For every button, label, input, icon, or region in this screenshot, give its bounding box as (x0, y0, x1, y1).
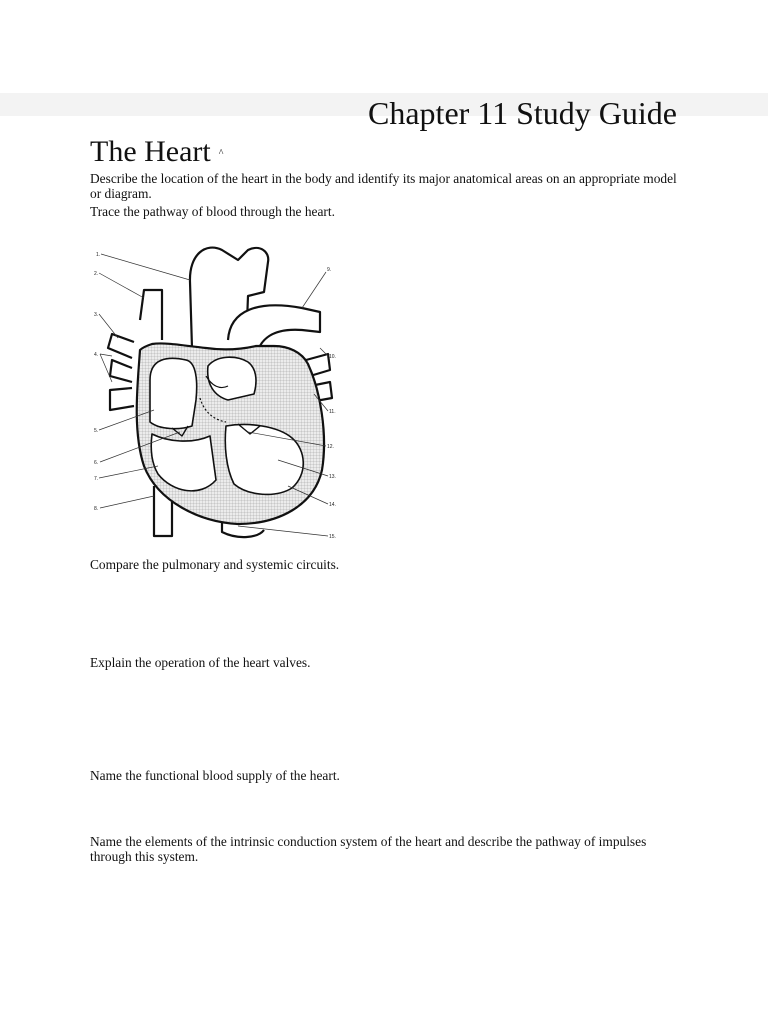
diagram-label: 9. (327, 267, 332, 273)
diagram-label: 14. (329, 502, 336, 508)
diagram-label: 7. (94, 476, 99, 482)
objective-compare-circuits: Compare the pulmonary and systemic circuits. (90, 557, 340, 572)
section-heading (90, 134, 223, 172)
diagram-label: 6. (94, 460, 99, 466)
diagram-label: 13. (329, 474, 336, 480)
diagram-label: 15. (329, 534, 336, 540)
diagram-label: 11. (329, 409, 336, 415)
diagram-label: 5. (94, 428, 99, 434)
diagram-label: 8. (94, 506, 99, 512)
objective-blood-supply: Name the functional blood supply of the heart. (90, 768, 340, 783)
caret-mark: ^ (218, 148, 224, 160)
document-title: Chapter 11 Study Guide (368, 95, 677, 131)
diagram-label: 3. (94, 312, 99, 318)
diagram-label: 1. (96, 252, 101, 258)
objective-conduction-system: Name the elements of the intrinsic conduction system of the heart and describe the pathway of impulses through this system. (90, 834, 647, 864)
objective-trace-pathway: Trace the pathway of blood through the heart. (90, 204, 335, 219)
diagram-label: 2. (94, 271, 99, 277)
objective-explain-valves: Explain the operation of the heart valves. (90, 655, 311, 670)
diagram-label: 12. (327, 444, 334, 450)
heart-diagram (88, 230, 350, 546)
diagram-label: 4. (94, 352, 99, 358)
objective-describe-location: Describe the location of the heart in the body and identify its major anatomical areas on an appropriate model or diagram. (90, 171, 677, 201)
section-heading-text: The Heart (90, 135, 211, 168)
heart-outline (108, 248, 332, 538)
diagram-label: 10. (329, 354, 336, 360)
